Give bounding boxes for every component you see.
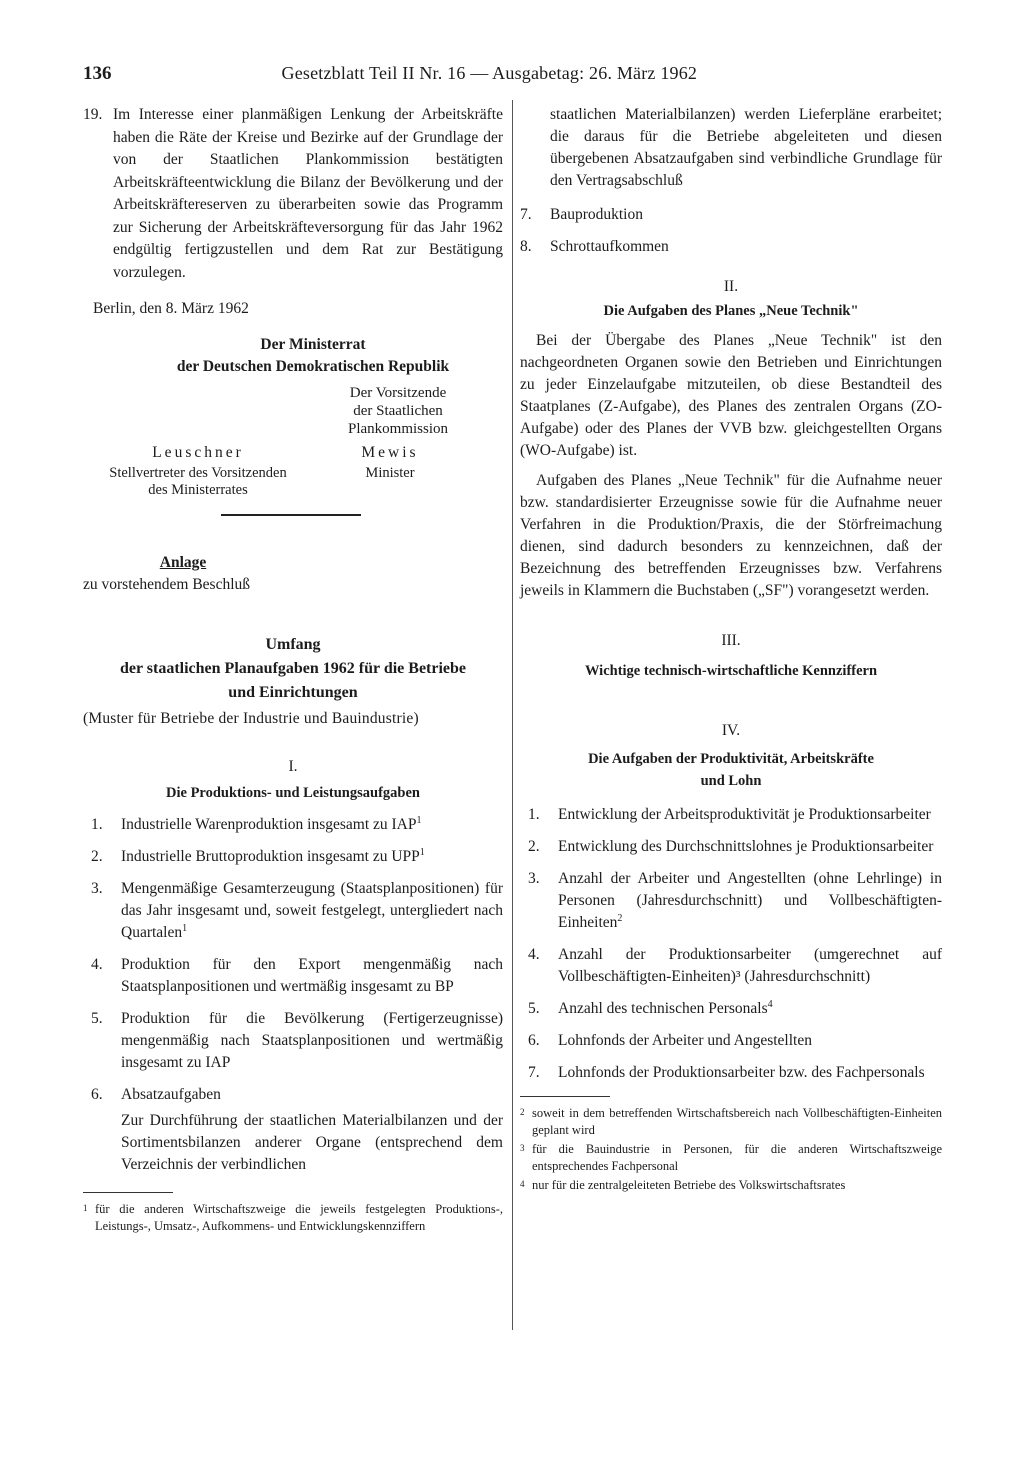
footnote-4-text: nur für die zentralgeleiteten Betriebe des Volkswirtschaftsrates (532, 1178, 846, 1192)
productivity-item-1 (528, 804, 942, 826)
productivity-item-5-footnote-ref: 4 (767, 998, 773, 1010)
section-4-title-1: Die Aufgaben der Produktivität, Arbeitskräfte (588, 751, 874, 767)
footnote-2-number: 2 (520, 1107, 525, 1117)
footnote-1-number: 1 (83, 1203, 88, 1213)
production-item-6-title: Absatzaufgaben (121, 1086, 221, 1103)
production-item-1-body (121, 814, 503, 836)
productivity-item-6-number: 6. (528, 1032, 540, 1049)
productivity-item-3-number: 3. (528, 870, 540, 887)
productivity-item-5-text: Anzahl des technischen Personals (558, 1000, 768, 1017)
footnote-rule (83, 1192, 173, 1193)
footnote-rule-right (520, 1096, 610, 1097)
absatz-continuation: staatlichen Materialbilanzen) werden Lieferpläne erarbeitet; die daraus für die Betriebe abgeleiteten und diesen übergebenen Absatzaufgaben sind verbindliche Grundlage für den Vertragsabschluß (550, 106, 942, 189)
production-item-2-text: Industrielle Bruttoproduktion insgesamt zu UPP (121, 848, 420, 865)
production-item-2-body (121, 846, 503, 868)
footnote-3-text: für die Bauindustrie in Personen, für die anderen Wirtschaftszweige entsprechendes Fachpersonal (532, 1142, 942, 1173)
productivity-item-2-number: 2. (528, 838, 540, 855)
production-item-6-number: 6. (91, 1086, 103, 1103)
chair-line-1: Der Vorsitzende (349, 385, 447, 401)
production-item-3-text: Mengenmäßige Gesamterzeugung (Staatsplanpositionen) für das Jahr insgesamt und, soweit festgelegt, untergliedert nach Quartalen (121, 880, 503, 941)
muster-note: (Muster für Betriebe der Industrie und Bauindustrie) (83, 710, 419, 727)
production-item-6 (91, 1084, 503, 1176)
item-8 (520, 236, 942, 258)
productivity-item-6 (528, 1030, 942, 1052)
column-divider (512, 100, 513, 1330)
section-1-title: Die Produktions- und Leistungsaufgaben (166, 785, 420, 801)
footnote-4 (520, 1177, 942, 1194)
production-item-5-text: Produktion für die Bevölkerung (Fertigerzeugnisse) mengenmäßig nach Staatsplanpositionen und wertmäßig insgesamt zu IAP (121, 1010, 503, 1071)
item-19-text: Im Interesse einer planmäßigen Lenkung der Arbeitskräfte haben die Räte der Kreise und Bezirke auf der Grundlage der von der Staatlichen Plankommission bestätigten Arbeitskräfteentwicklung die Bilanz der Bevölkerung und der Arbeitskräftereserven zu überarbeiten sowie das Programm zur Sicherung der Arbeitskräfteversorgung für das Jahr 1962 endgültig fertigzustellen und dem Rat zur Bestätigung vorzulegen. (113, 106, 503, 281)
productivity-item-4 (528, 944, 942, 988)
chair-line-3: Plankommission (347, 421, 448, 437)
anlage-title: Anlage (159, 554, 207, 571)
section-4-title-2: und Lohn (700, 773, 762, 789)
item-8-text: Schrottaufkommen (550, 238, 669, 255)
section-3-roman: III. (721, 632, 741, 649)
chair-line-2: der Staatlichen (353, 403, 443, 419)
section-2-paragraph-2: Aufgaben des Planes „Neue Technik" für die Aufnahme neuer bzw. standardisierter Erzeugnisse sowie für die Aufnahme neuer Verfahren in die Produktion/Praxis, die der Störfreimachung dienen, sind dadurch besonders zu kennzeichnen, daß der Bezeichnung des betreffenden Erzeugnisses bzw. Verfahrens jeweils in Klammern die Buchstaben („SF") vorangesetzt werden. (520, 472, 942, 599)
production-item-2-number: 2. (91, 848, 103, 865)
publication-title: Gesetzblatt Teil II Nr. 16 — Ausgabetag: 26. März 1962 (281, 63, 698, 83)
production-item-4 (91, 954, 503, 998)
productivity-item-1-text: Entwicklung der Arbeitsproduktivität je Produktionsarbeiter (558, 806, 931, 823)
production-item-1-text: Industrielle Warenproduktion insgesamt zu IAP (121, 816, 417, 833)
item-8-number: 8. (520, 238, 532, 255)
productivity-item-2 (528, 836, 942, 858)
production-item-4-text: Produktion für den Export mengenmäßig nach Staatsplanpositionen und wertmäßig insgesamt zu BP (121, 956, 503, 995)
productivity-item-1-number: 1. (528, 806, 540, 823)
page-number: 136 (83, 63, 112, 84)
signatory-leuschner-role-2: des Ministerrates (148, 482, 248, 498)
productivity-item-4-text: Anzahl der Produktionsarbeiter (umgerechnet auf Vollbeschäftigten-Einheiten)³ (Jahresdurchschnitt) (558, 946, 942, 985)
production-item-5-number: 5. (91, 1010, 103, 1027)
section-1-roman: I. (288, 758, 298, 775)
productivity-item-5-body (558, 998, 942, 1020)
production-item-3-footnote-ref: 1 (182, 922, 188, 934)
section-2-paragraph-1: Bei der Übergabe des Planes „Neue Technik" ist den nachgeordneten Organen sowie den Betrieben und Einrichtungen zu jeder Einzelaufgabe mitzuteilen, ob diese Bestandteil des Staatplanes (Z-Aufgabe), des Planes des zentralen Organs (ZO-Aufgabe) oder des Planes der VVB bzw. gleichgestellten Organs (WO-Aufgabe) ist. (520, 332, 942, 459)
production-items (83, 814, 503, 1176)
item-7-text: Bauproduktion (550, 206, 643, 223)
umfang-line-3: und Einrichtungen (228, 684, 358, 701)
production-item-3-body (121, 878, 503, 944)
section-2-title: Die Aufgaben des Planes „Neue Technik" (603, 303, 859, 319)
production-item-3 (91, 878, 503, 944)
productivity-item-3-footnote-ref: 2 (617, 912, 623, 924)
productivity-item-3-body (558, 868, 942, 934)
signatory-leuschner-name: Leuschner (152, 444, 244, 461)
productivity-item-3-text: Anzahl der Arbeiter und Angestellten (ohne Lehrlinge) in Personen (Jahresdurchschnitt) und Vollbeschäftigten-Einheiten (558, 870, 942, 931)
production-item-5 (91, 1008, 503, 1074)
signature-block (83, 378, 503, 498)
footnote-2 (520, 1105, 942, 1139)
place-date: Berlin, den 8. März 1962 (93, 300, 249, 317)
umfang-line-2: der staatlichen Planaufgaben 1962 für die Betriebe (119, 660, 467, 677)
item-19 (83, 104, 503, 284)
signatory-leuschner-role-1: Stellvertreter des Vorsitzenden (109, 465, 287, 481)
production-item-2-footnote-ref: 1 (419, 846, 425, 858)
footnote-3 (520, 1141, 942, 1175)
signatory-mewis-role: Minister (365, 465, 415, 481)
chair-title (333, 384, 463, 438)
item-7-number: 7. (520, 206, 532, 223)
anlage-subtitle: zu vorstehendem Beschluß (83, 576, 251, 593)
page-header (83, 62, 963, 90)
productivity-item-3 (528, 868, 942, 934)
footnote-2-text: soweit in dem betreffenden Wirtschaftsbereich nach Vollbeschäftigten-Einheiten geplant wird (532, 1106, 942, 1137)
signatory-leuschner (83, 444, 313, 499)
productivity-item-5 (528, 998, 942, 1020)
productivity-item-6-text: Lohnfonds der Arbeiter und Angestellten (558, 1032, 812, 1049)
section-2-roman: II. (723, 278, 739, 295)
productivity-item-7-text: Lohnfonds der Produktionsarbeiter bzw. des Fachpersonals (558, 1064, 925, 1081)
production-item-6-body (121, 1084, 503, 1176)
production-item-3-number: 3. (91, 880, 103, 897)
item-19-number: 19. (83, 106, 103, 123)
productivity-item-7 (528, 1062, 942, 1084)
production-item-1-number: 1. (91, 816, 103, 833)
signatory-mewis-name: Mewis (361, 444, 419, 461)
footnote-4-number: 4 (520, 1179, 525, 1189)
section-3-title: Wichtige technisch-wirtschaftliche Kennziffern (584, 663, 878, 679)
footnote-1-text: für die anderen Wirtschaftszweige die jeweils festgelegten Produktions-, Leistungs-, Umsatz-, Aufkommens- und Entwicklungskennziffern (95, 1202, 503, 1233)
productivity-items (520, 804, 942, 1084)
production-item-6-text: Zur Durchführung der staatlichen Materialbilanzen und der Sortimentsbilanzen anderer Organe (entsprechend dem Verzeichnis der verbindlichen (121, 1112, 503, 1173)
left-column (83, 104, 503, 1235)
productivity-item-2-text: Entwicklung des Durchschnittslohnes je Produktionsarbeiter (558, 838, 934, 855)
productivity-item-5-number: 5. (528, 1000, 540, 1017)
right-column (520, 104, 942, 1194)
separator-rule (221, 514, 361, 516)
signatory-mewis (345, 444, 435, 482)
productivity-item-7-number: 7. (528, 1064, 540, 1081)
council-line-2: der Deutschen Demokratischen Republik (176, 358, 450, 375)
production-item-1 (91, 814, 503, 836)
umfang-line-1: Umfang (265, 636, 321, 653)
footnote-1 (83, 1201, 503, 1235)
section-4-roman: IV. (721, 722, 741, 739)
production-item-2 (91, 846, 503, 868)
production-item-4-number: 4. (91, 956, 103, 973)
productivity-item-4-number: 4. (528, 946, 540, 963)
item-7 (520, 204, 942, 226)
council-line-1: Der Ministerrat (260, 336, 366, 353)
footnote-3-number: 3 (520, 1143, 525, 1153)
production-item-1-footnote-ref: 1 (416, 814, 422, 826)
